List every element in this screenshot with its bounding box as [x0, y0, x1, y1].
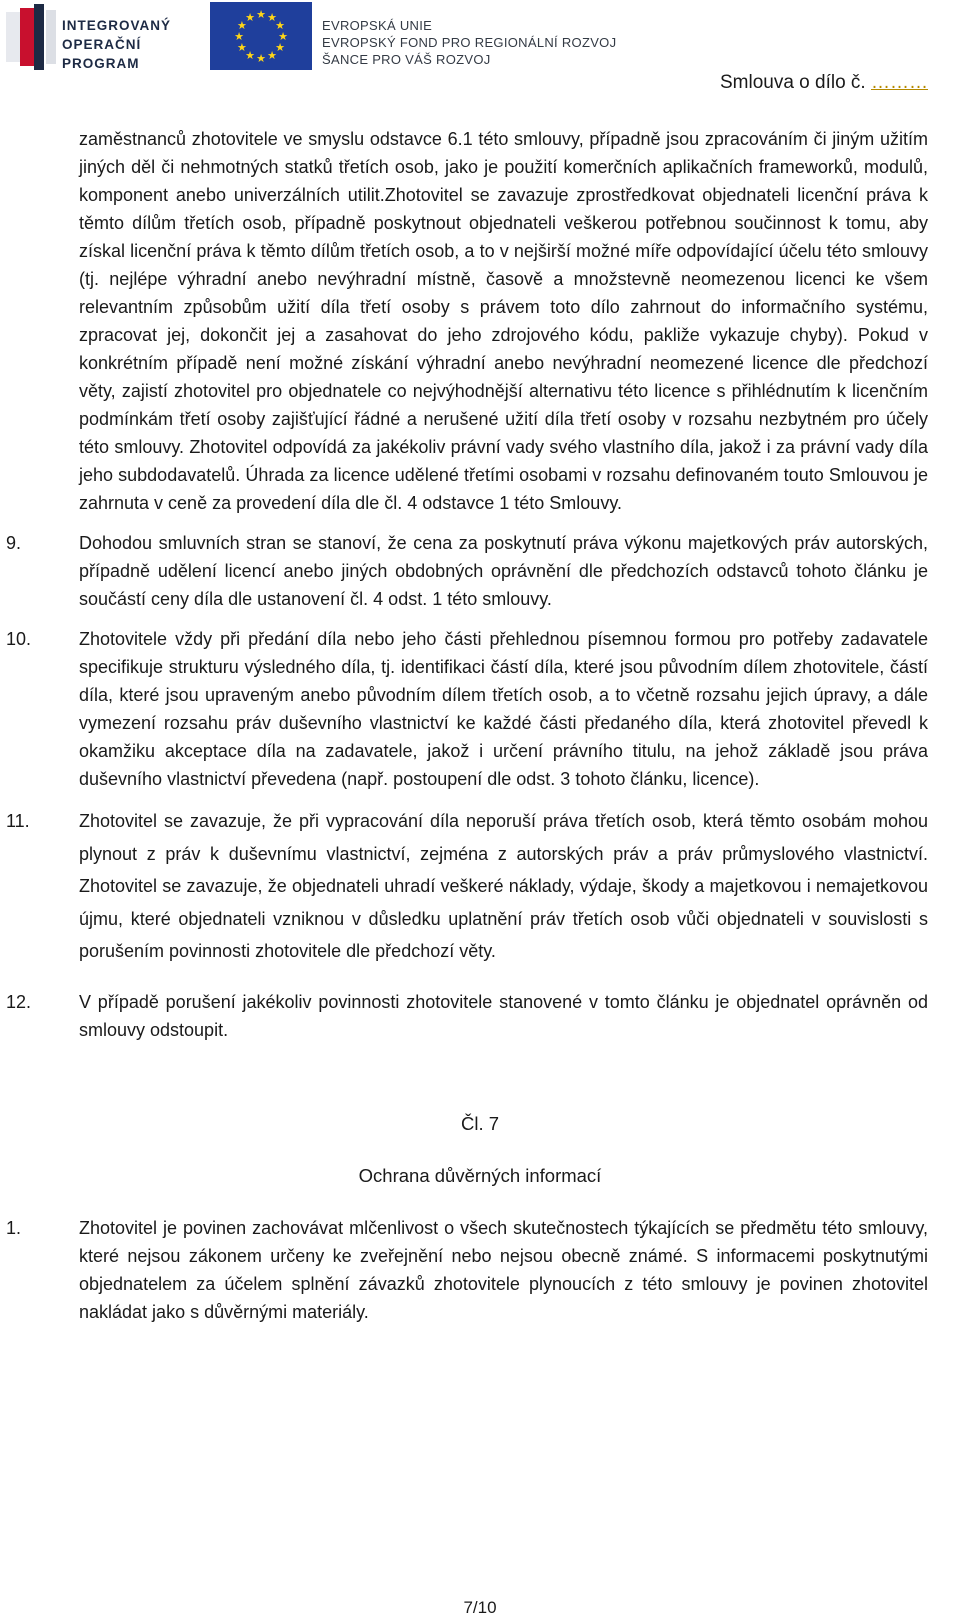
eu-text: EVROPSKÁ UNIE EVROPSKÝ FOND PRO REGIONÁLNÍ ROZVOJ ŠANCE PRO VÁŠ ROZVOJ — [322, 18, 617, 67]
eu-star-icon: ★ — [275, 20, 286, 32]
eu-star-icon: ★ — [267, 50, 277, 63]
continuation-paragraph-text: zaměstnanců zhotovitele ve smyslu odstavce 6.1 této smlouvy, případně jsou zpracováním či jiným užitím jiných děl či nehmotných statků třetích osob, jako je použití komerčních aplikačních frameworků, modulů, komponent anebo univerzálních utilit.Zhotovitel se zavazuje zprostředkovat objednateli licenční práva k těmto dílům třetích osob, případně poskytnout objednateli veškerou potřebnou součinnost k tomu, aby získal licenční práva k těmto dílům třetích osob, a to v nejširší možné míře odpovídající účelu této smlouvy (tj. nejlépe výhradní anebo nevýhradní místně, časově a množstevně neomezenou licenci ke všem relevantním způsobům užití díla třetí osoby s právem toto dílo zahrnout do informačního systému, zpracovat jej, dokončit jej a zasahovat do jeho zdrojového kódu, pakliže vykazuje chyby). Pokud v konkrétním případě není možné získání výhradní anebo nevýhradní neomezené licence dle předchozí věty, zajistí zhotovitel pro objednatele co nejvýhodnější alternativu této licence s přihlédnutím k licenčním podmínkám třetí osoby zajišťující řádné a nerušené užití díla třetí osoby v rozsahu nezbytném pro účely této smlouvy. Zhotovitel odpovídá za jakékoliv právní vady svého vlastního díla, jakož i za právní vady díla jeho subdodavatelů. Úhrada za licence udělené třetími osobami v rozsahu definovaném touto Smlouvou je zahrnuta v ceně za provedení díla dle čl. 4 odstavce 1 této Smlouvy. — [79, 129, 928, 513]
eu-flag — [210, 2, 312, 70]
document-title-text: Smlouva o dílo č. — [719, 72, 866, 93]
eu-star-icon: ★ — [245, 11, 255, 24]
document-number-placeholder: ……… — [871, 72, 928, 93]
list-item-text: Zhotovitel je povinen zachovávat mlčenlivost o všech skutečnostech týkajících se předmětu této smlouvy, které nejsou zákonem určeny ke zveřejnění nebo nejsou obecně známé. S informacemi poskytnutými objednatelem za účelem splnění závazků zhotovitele plynoucích z této smlouvy je povinen zhotovitel nakládat jako s důvěrnými materiály. — [79, 1217, 928, 1322]
page-number: 7/10 — [463, 1598, 497, 1617]
eu-star-icon: ★ — [234, 31, 244, 43]
eu-star-icon: ★ — [275, 42, 286, 54]
eu-star-icon: ★ — [236, 20, 247, 32]
article-list-item-1 — [0, 1214, 960, 1326]
list-item-11 — [0, 805, 960, 968]
list-item-text: Dohodou smluvních stran se stanoví, že cena za poskytnutí práva výkonu majetkových práv autorských, případně udělení licencí anebo jiných obdobných oprávnění dle předchozích odstavců tohoto článku je součástí ceny díla dle ustanovení čl. 4 odst. 1 této smlouvy. — [79, 533, 928, 609]
article-number: Čl. 7 — [460, 1112, 500, 1134]
iop-logo-icon — [6, 4, 58, 70]
list-item-9 — [0, 529, 960, 613]
list-item-number: 11. — [6, 811, 30, 831]
list-item-text: V případě porušení jakékoliv povinnosti zhotovitele stanovené v tomto článku je objednatel oprávněn od smlouvy odstoupit. — [79, 991, 928, 1040]
list-item-text: Zhotovitel se zavazuje, že při vypracování díla neporuší práva třetích osob, která těmto osobám mohou plynout z práv k duševnímu vlastnictví, zejména z autorských práv a práv průmyslového vlastnictví. Zhotovitel se zavazuje, že objednateli uhradí veškeré náklady, výdaje, škody a majetkovou i nemajetkovou újmu, které objednateli vzniknou v důsledku uplatnění práv třetích osob vůči objednateli v souvislosti s porušením povinnosti zhotovitele dle předchozí věty. — [79, 811, 928, 961]
document-title — [720, 72, 928, 94]
document-body — [0, 125, 960, 1326]
page-header — [0, 0, 960, 120]
eu-star-icon: ★ — [245, 50, 255, 63]
list-item-number: 1. — [6, 1217, 22, 1238]
eu-star-icon: ★ — [278, 31, 288, 43]
iop-logo — [6, 4, 176, 70]
continuation-paragraph — [0, 125, 960, 517]
eu-stars-icon — [210, 2, 312, 70]
eu-star-icon: ★ — [256, 53, 266, 65]
eu-star-icon: ★ — [256, 9, 266, 21]
iop-logo-text: INTEGROVANÝ OPERAČNÍ PROGRAM — [62, 18, 172, 71]
eu-star-icon: ★ — [267, 11, 277, 24]
list-item-number: 10. — [6, 629, 32, 649]
eu-star-icon: ★ — [236, 42, 247, 54]
list-item-number: 9. — [6, 533, 22, 553]
list-item-number: 12. — [6, 991, 32, 1012]
list-item-text: Zhotovitele vždy při předání díla nebo jeho části přehlednou písemnou formou pro potřeby zadavatele specifikuje strukturu výsledného díla, tj. identifikaci částí díla, které jsou původním dílem zhotovitele, částí díla, které jsou upraveným anebo původním dílem třetích osob, a to včetně rozsahu jejich úpravy, a dále vymezení rozsahu práv duševního vlastnictví ke každé části předaného díla, která zhotovitel převedl k okamžiku akceptace díla na zadavatele, jakož i určení právního titulu, na jehož základě jsou práva duševního vlastnictví převedena (např. postoupení dle odst. 3 tohoto článku, licence). — [79, 629, 928, 789]
article-title: Ochrana důvěrných informací — [358, 1164, 602, 1186]
list-item-10 — [0, 625, 960, 793]
list-item-12 — [0, 988, 960, 1044]
